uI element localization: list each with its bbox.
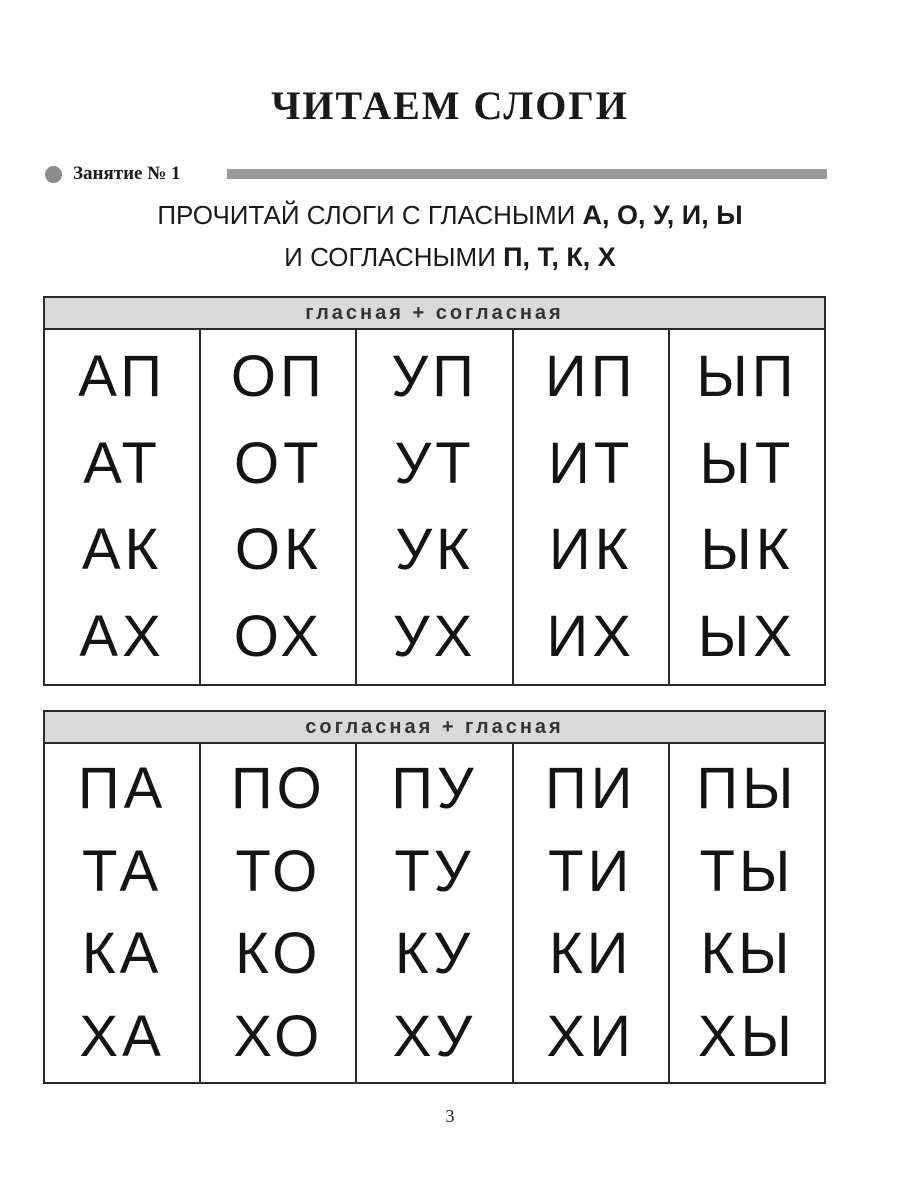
table-header: согласная + гласная <box>45 712 824 744</box>
syllable-column <box>357 330 513 684</box>
syllable-column <box>201 744 357 1082</box>
syllable-cell: ПЫ <box>696 756 798 822</box>
vowel-letters: А, О, У, И, Ы <box>582 200 743 230</box>
syllable-cell: ПО <box>230 756 326 822</box>
syllable-cell: ТИ <box>548 838 634 904</box>
syllable-table-vowel-consonant <box>43 296 826 686</box>
instruction-text-1: ПРОЧИТАЙ СЛОГИ С ГЛАСНЫМИ <box>157 200 576 230</box>
syllable-cell: ОП <box>230 344 326 410</box>
syllable-cell: ХА <box>79 1003 165 1069</box>
syllable-cell: ХУ <box>392 1003 477 1069</box>
syllable-cell: ПА <box>77 756 167 822</box>
syllable-cell: УК <box>395 517 474 583</box>
syllable-cell: КУ <box>394 921 475 987</box>
syllable-column <box>514 744 670 1082</box>
syllable-cell: ХО <box>233 1003 324 1069</box>
syllable-cell: ТЫ <box>699 838 795 904</box>
syllable-cell: КО <box>235 921 322 987</box>
syllable-cell: ХЫ <box>697 1003 796 1069</box>
syllable-column <box>201 330 357 684</box>
syllable-cell: ОК <box>234 517 322 583</box>
syllable-cell: КИ <box>548 921 633 987</box>
syllable-cell: АП <box>78 344 166 410</box>
page-number: 3 <box>445 1106 455 1126</box>
syllable-cell: ИК <box>548 517 633 583</box>
syllable-cell: КЫ <box>700 921 794 987</box>
lesson-label: Занятие № 1 <box>73 163 181 184</box>
syllable-cell: ТА <box>82 838 163 904</box>
syllable-cell: УП <box>391 344 478 410</box>
syllable-cell: ЫТ <box>699 430 795 496</box>
instruction-text-2: И СОГЛАСНЫМИ <box>284 242 496 272</box>
syllable-cell: УХ <box>392 603 477 669</box>
syllable-column <box>670 744 824 1082</box>
page-title: ЧИТАЕМ СЛОГИ <box>271 83 629 128</box>
syllable-cell: ЫП <box>696 344 798 410</box>
bullet-icon <box>45 166 62 183</box>
syllable-cell: АТ <box>83 430 161 496</box>
syllable-cell: ОТ <box>234 430 323 496</box>
syllable-column <box>357 744 513 1082</box>
syllable-cell: ОХ <box>233 603 323 669</box>
syllable-cell: ХИ <box>546 1003 635 1069</box>
lesson-header <box>45 160 827 188</box>
syllable-cell: ИТ <box>548 430 634 496</box>
syllable-column <box>670 330 824 684</box>
syllable-cell: ЫК <box>700 517 794 583</box>
table-header: гласная + согласная <box>45 298 824 330</box>
syllable-cell: ИХ <box>546 603 635 669</box>
instruction-line-1 <box>0 200 900 231</box>
syllable-grid <box>45 744 824 1082</box>
instruction-line-2 <box>0 242 900 273</box>
syllable-column <box>514 330 670 684</box>
syllable-column <box>45 744 201 1082</box>
lesson-divider-bar <box>227 169 827 179</box>
consonant-letters: П, Т, К, Х <box>503 242 616 272</box>
syllable-cell: ЫХ <box>697 603 796 669</box>
syllable-cell: ТО <box>235 838 322 904</box>
syllable-table-consonant-vowel <box>43 710 826 1084</box>
syllable-grid <box>45 330 824 684</box>
syllable-cell: ТУ <box>394 838 475 904</box>
syllable-cell: ПИ <box>545 756 637 822</box>
syllable-cell: ИП <box>545 344 637 410</box>
syllable-cell: КА <box>81 921 163 987</box>
syllable-cell: ПУ <box>391 756 478 822</box>
syllable-column <box>45 330 201 684</box>
syllable-cell: АК <box>81 517 163 583</box>
syllable-cell: АХ <box>79 603 165 669</box>
syllable-cell: УТ <box>394 430 475 496</box>
